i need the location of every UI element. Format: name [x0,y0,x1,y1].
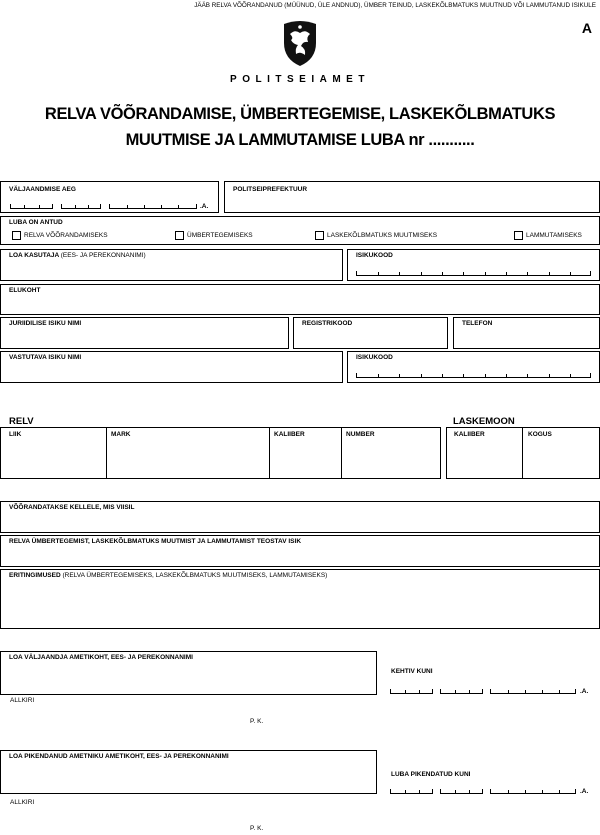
personal-code-label: ISIKUKOOD [356,252,393,259]
residence-label: ELUKOHT [9,287,41,294]
issue-date-label: VÄLJAANDMISE AEG [9,186,76,193]
stamp2-label: P. K. [250,825,264,832]
performer-label: RELVA ÜMBERTEGEMIST, LASKEKÕLBMATUKS MUUTMIST JA LAMMUTAMIST TEOSTAV ISIK [9,538,302,545]
ammo-heading: LASKEMOON [453,416,515,427]
prefecture-box[interactable] [224,181,600,213]
extended-until-year[interactable] [490,789,576,794]
extender-box[interactable] [0,750,377,794]
opt-conversion-label: ÜMBERTEGEMISEKS [187,232,253,239]
residence-box[interactable] [0,284,600,315]
permit-user-box[interactable] [0,249,343,281]
weapon-col-type: LIIK [9,431,22,438]
form-letter: A [581,20,592,36]
valid-until-year[interactable] [490,689,576,694]
personal-code2-box[interactable] [347,351,600,383]
legal-name-label: JURIIDILISE ISIKU NIMI [9,320,82,327]
form-title-line1: RELVA VÕÕRANDAMISE, ÜMBERTEGEMISE, LASKEKÕLBMATUKS [44,105,556,123]
signature2-label: ALLKIRI [10,799,35,806]
weapon-table[interactable] [0,427,441,479]
stamp-label: P. K. [250,718,264,725]
permit-user-label: LOA KASUTAJA (EES- JA PEREKONNANIMI) [9,252,146,259]
checkbox-alienation[interactable] [12,231,21,240]
personal-code2-label: ISIKUKOOD [356,354,393,361]
top-note: JÄÄB RELVA VÕÕRANDANUD (MÜÜNUD, ÜLE ANDNUD), ÜMBER TEINUD, LASKEKÕLBMATUKS MUUTNUD VÕI LAMMUTANUD ISIKULE [194,2,596,9]
personal-code-box[interactable] [347,249,600,281]
weapon-col-caliber: KALIIBER [274,431,305,438]
extender-label: LOA PIKENDANUD AMETNIKU AMETIKOHT, EES- JA PEREKONNANIMI [9,753,229,760]
form-title-line2: MUUTMISE JA LAMMUTAMISE LUBA nr ........... [125,131,475,149]
weapon-col-number: NUMBER [346,431,375,438]
checkbox-demolition[interactable] [514,231,523,240]
date-month-field[interactable] [61,204,101,209]
responsible-name-label: VASTUTAVA ISIKU NIMI [9,354,82,361]
reg-code-box[interactable] [293,317,448,349]
alienated-to-box[interactable] [0,501,600,533]
permit-for-label: LUBA ON ANTUD [9,219,63,226]
personal-code-field[interactable] [356,271,591,276]
weapon-col-brand: MARK [111,431,131,438]
personal-code2-field[interactable] [356,373,591,378]
date-day-field[interactable] [10,204,53,209]
performer-box[interactable] [0,535,600,567]
valid-until-month[interactable] [440,689,483,694]
coat-of-arms-icon [281,19,319,67]
phone-box[interactable] [453,317,600,349]
extended-until-month[interactable] [440,789,483,794]
extended-until-label: LUBA PIKENDATUD KUNI [391,771,471,778]
checkbox-deactivation[interactable] [315,231,324,240]
signature-label: ALLKIRI [10,697,35,704]
ammo-col-quantity: KOGUS [528,431,552,438]
phone-label: TELEFON [462,320,493,327]
issuer-label: LOA VÄLJAANDJA AMETIKOHT, EES- JA PEREKONNANIMI [9,654,193,661]
agency-name: POLITSEIAMET [230,74,370,85]
prefecture-label: POLITSEIPREFEKTUUR [233,186,308,193]
special-conditions-box[interactable] [0,569,600,629]
extended-until-day[interactable] [390,789,433,794]
responsible-name-box[interactable] [0,351,343,383]
reg-code-label: REGISTRIKOOD [302,320,353,327]
special-conditions-label: ERITINGIMUSED (RELVA ÜMBERTEGEMISEKS, LASKEKÕLBMATUKS MUUTMISEKS, LAMMUTAMISEKS) [9,572,328,579]
year-suffix: .A. [200,203,209,210]
permit-for-box [0,216,600,245]
date-year-field[interactable] [109,204,197,209]
ammo-table[interactable] [446,427,600,479]
issuer-box[interactable] [0,651,377,695]
opt-demolition-label: LAMMUTAMISEKS [526,232,582,239]
legal-name-box[interactable] [0,317,289,349]
checkbox-conversion[interactable] [175,231,184,240]
issue-date-box[interactable] [0,181,219,213]
weapon-heading: RELV [9,416,34,427]
valid-until-day[interactable] [390,689,433,694]
ammo-col-caliber: KALIIBER [454,431,485,438]
alienated-to-label: VÕÕRANDATAKSE KELLELE, MIS VIISIL [9,504,135,511]
valid-until-year-suffix: .A. [580,688,589,695]
opt-deactivation-label: LASKEKÕLBMATUKS MUUTMISEKS [327,232,438,239]
extended-until-year-suffix: .A. [580,788,589,795]
valid-until-label: KEHTIV KUNI [391,668,433,675]
opt-alienation-label: RELVA VÕÕRANDAMISEKS [24,232,108,239]
